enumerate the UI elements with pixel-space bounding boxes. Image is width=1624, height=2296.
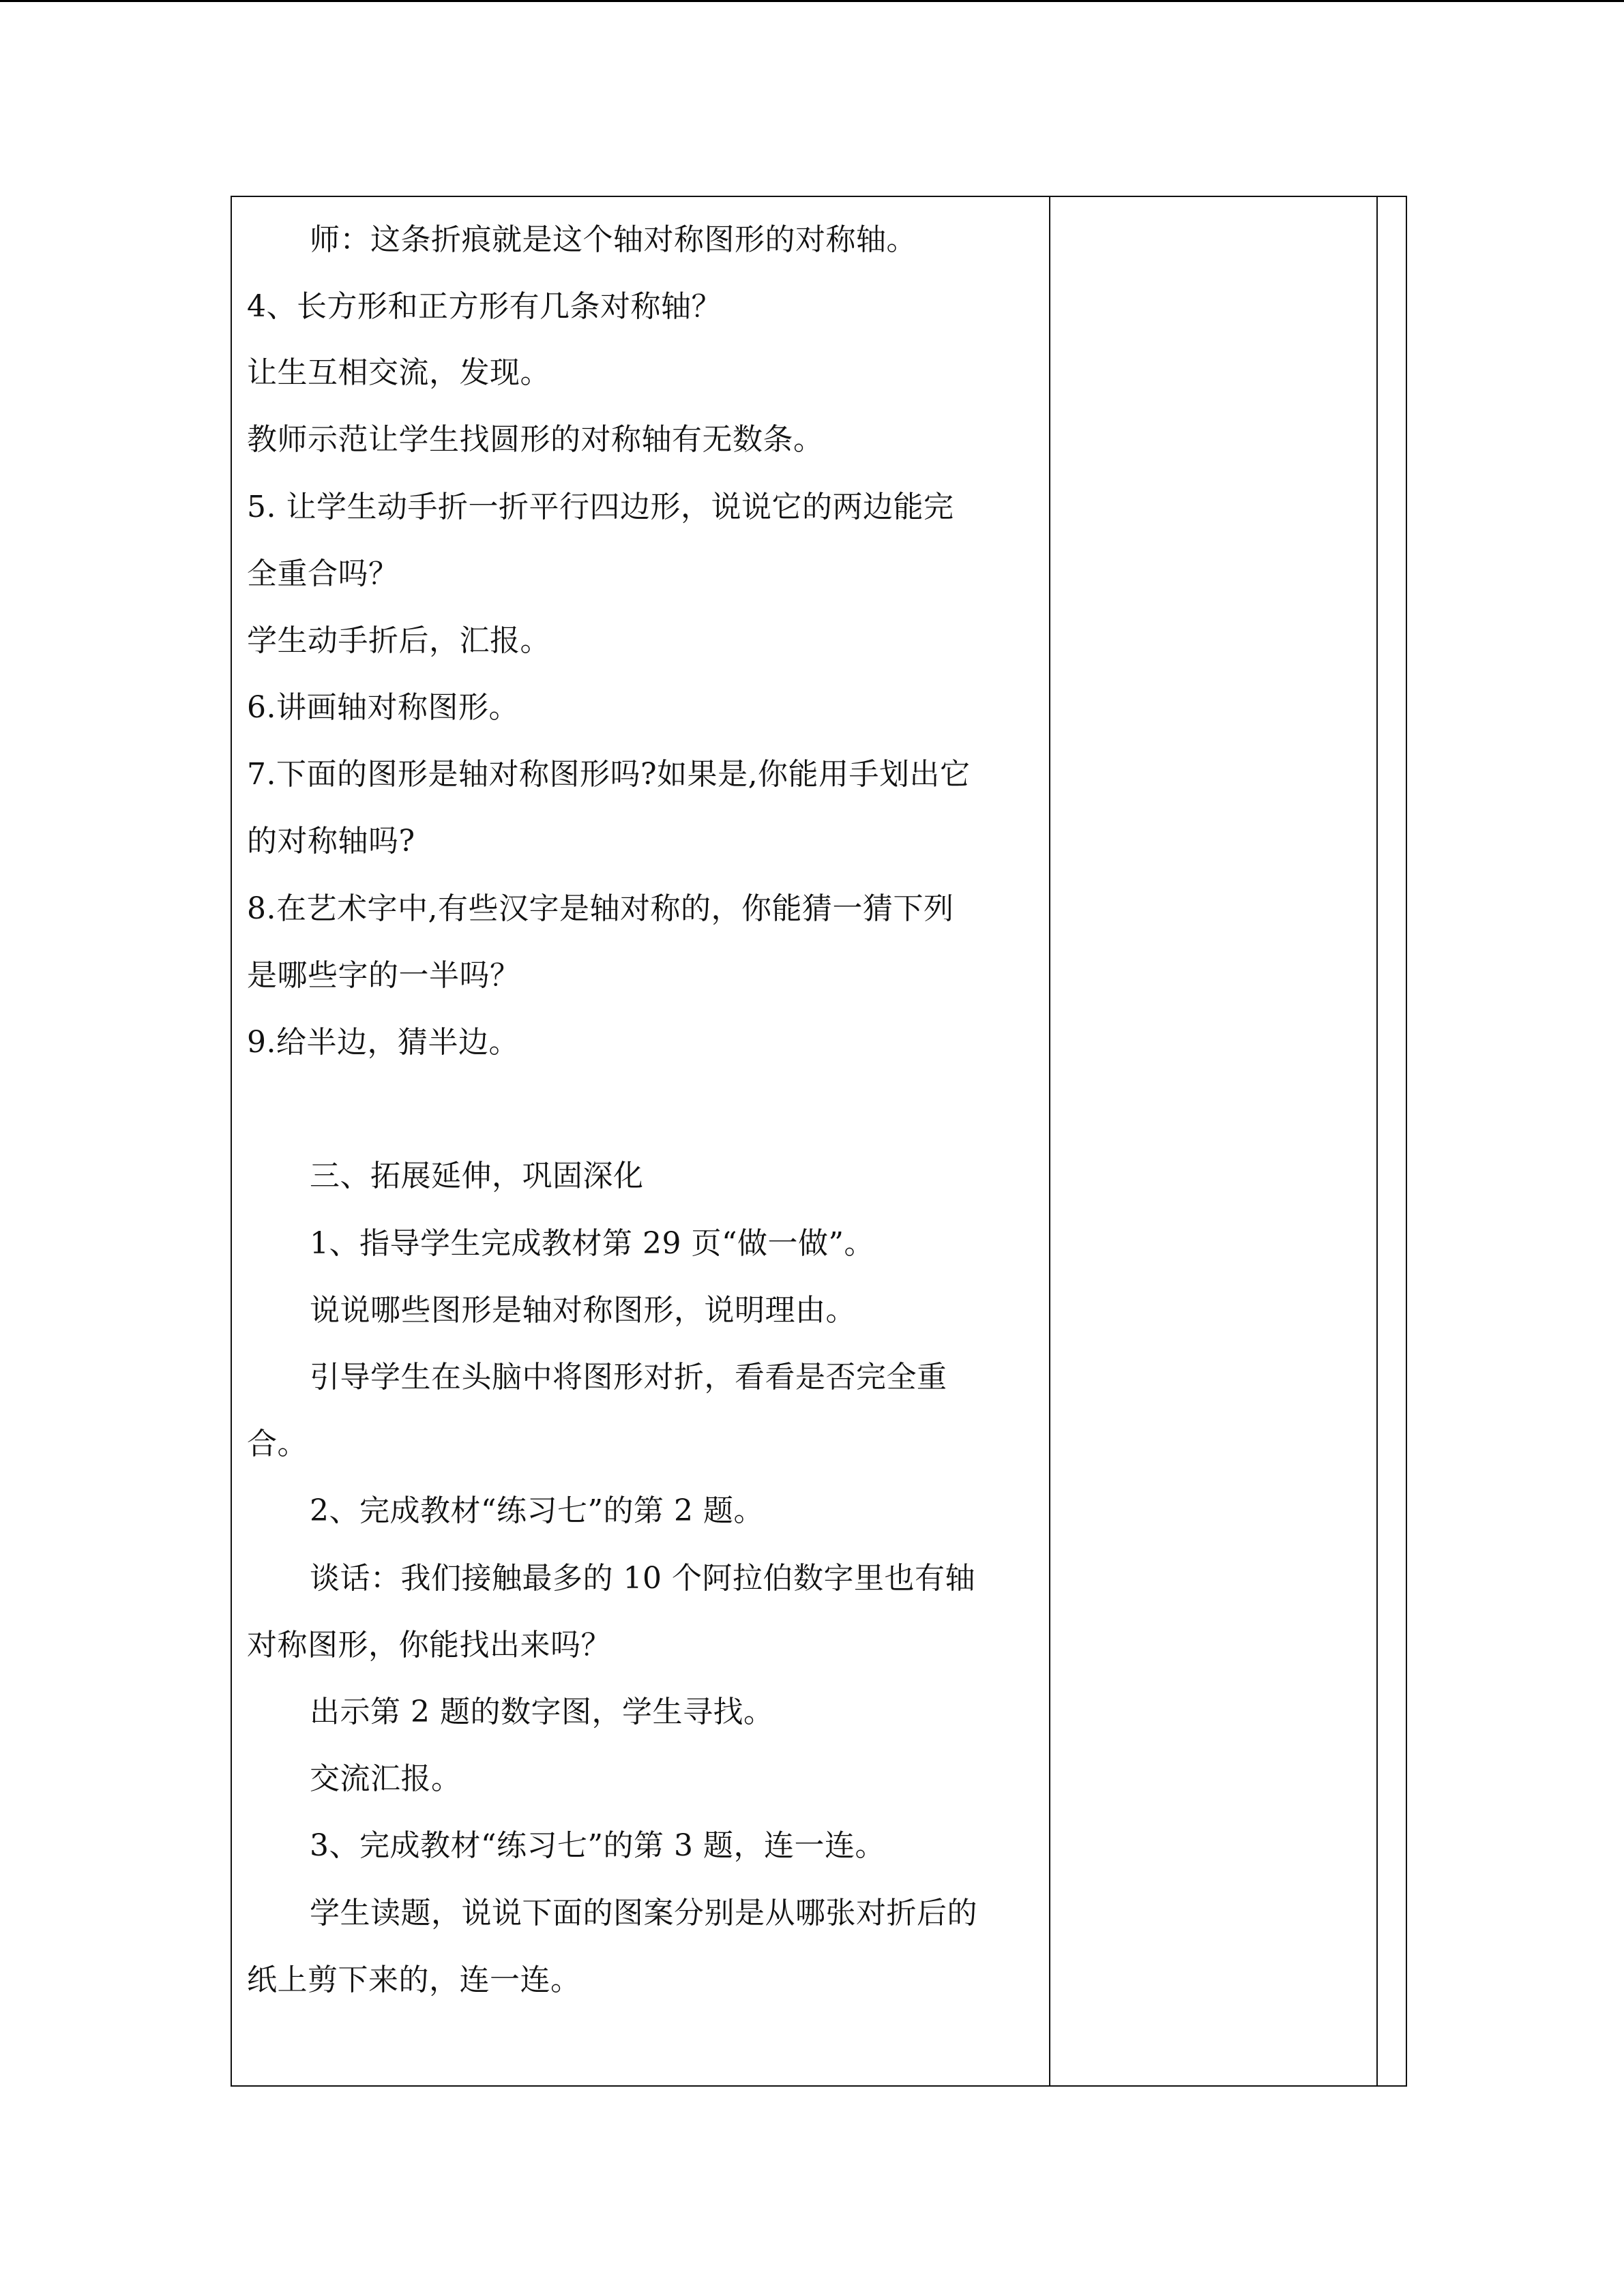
text-line: 6.讲画轴对称图形。: [247, 690, 519, 725]
text-line: 全重合吗？: [247, 556, 399, 591]
text-line: 是哪些字的一半吗？: [247, 958, 520, 993]
text-line: 引导学生在头脑中将图形对折，看看是否完全重: [310, 1360, 947, 1395]
text-line: 对称图形，你能找出来吗？: [247, 1628, 611, 1663]
section-heading: 三、拓展延伸，巩固深化: [310, 1159, 644, 1193]
text-line: 1、指导学生完成教材第 29 页“做一做”。: [310, 1226, 874, 1261]
text-line: 8.在艺术字中,有些汉字是轴对称的，你能猜一猜下列: [247, 891, 954, 926]
text-line: 出示第 2 题的数字图，学生寻找。: [310, 1695, 774, 1729]
text-line: 让生互相交流，发现。: [247, 355, 550, 390]
text-line: 学生动手折后，汇报。: [247, 623, 550, 658]
text-line: 的对称轴吗?: [247, 824, 415, 859]
text-line: 师：这条折痕就是这个轴对称图形的对称轴。: [310, 222, 917, 257]
text-line: 合。: [247, 1427, 308, 1461]
text-line: 教师示范让学生找圆形的对称轴有无数条。: [247, 422, 824, 457]
text-line: 3、完成教材“练习七”的第 3 题，连一连。: [310, 1828, 885, 1863]
text-line: 说说哪些图形是轴对称图形，说明理由。: [310, 1293, 856, 1328]
narrow-cell: [1378, 197, 1407, 2085]
text-line: 交流汇报。: [310, 1761, 462, 1796]
text-line: 谈话：我们接触最多的 10 个阿拉伯数字里也有轴: [310, 1561, 975, 1596]
page-top-border: [0, 0, 1624, 2]
teaching-process-cell: [232, 197, 1049, 2085]
text-line: 纸上剪下来的，连一连。: [247, 1963, 581, 1997]
notes-cell: [1050, 197, 1376, 2085]
text-line: 4、长方形和正方形有几条对称轴？: [247, 289, 722, 324]
text-line: 2、完成教材“练习七”的第 2 题。: [310, 1493, 764, 1528]
text-line: 9.给半边，猜半边。: [247, 1025, 519, 1060]
lesson-plan-table: [231, 196, 1407, 2087]
text-line: 7.下面的图形是轴对称图形吗?如果是,你能用手划出它: [247, 757, 971, 792]
text-line: 5. 让学生动手折一折平行四边形，说说它的两边能完: [247, 490, 954, 524]
text-line: 学生读题，说说下面的图案分别是从哪张对折后的: [310, 1896, 977, 1930]
